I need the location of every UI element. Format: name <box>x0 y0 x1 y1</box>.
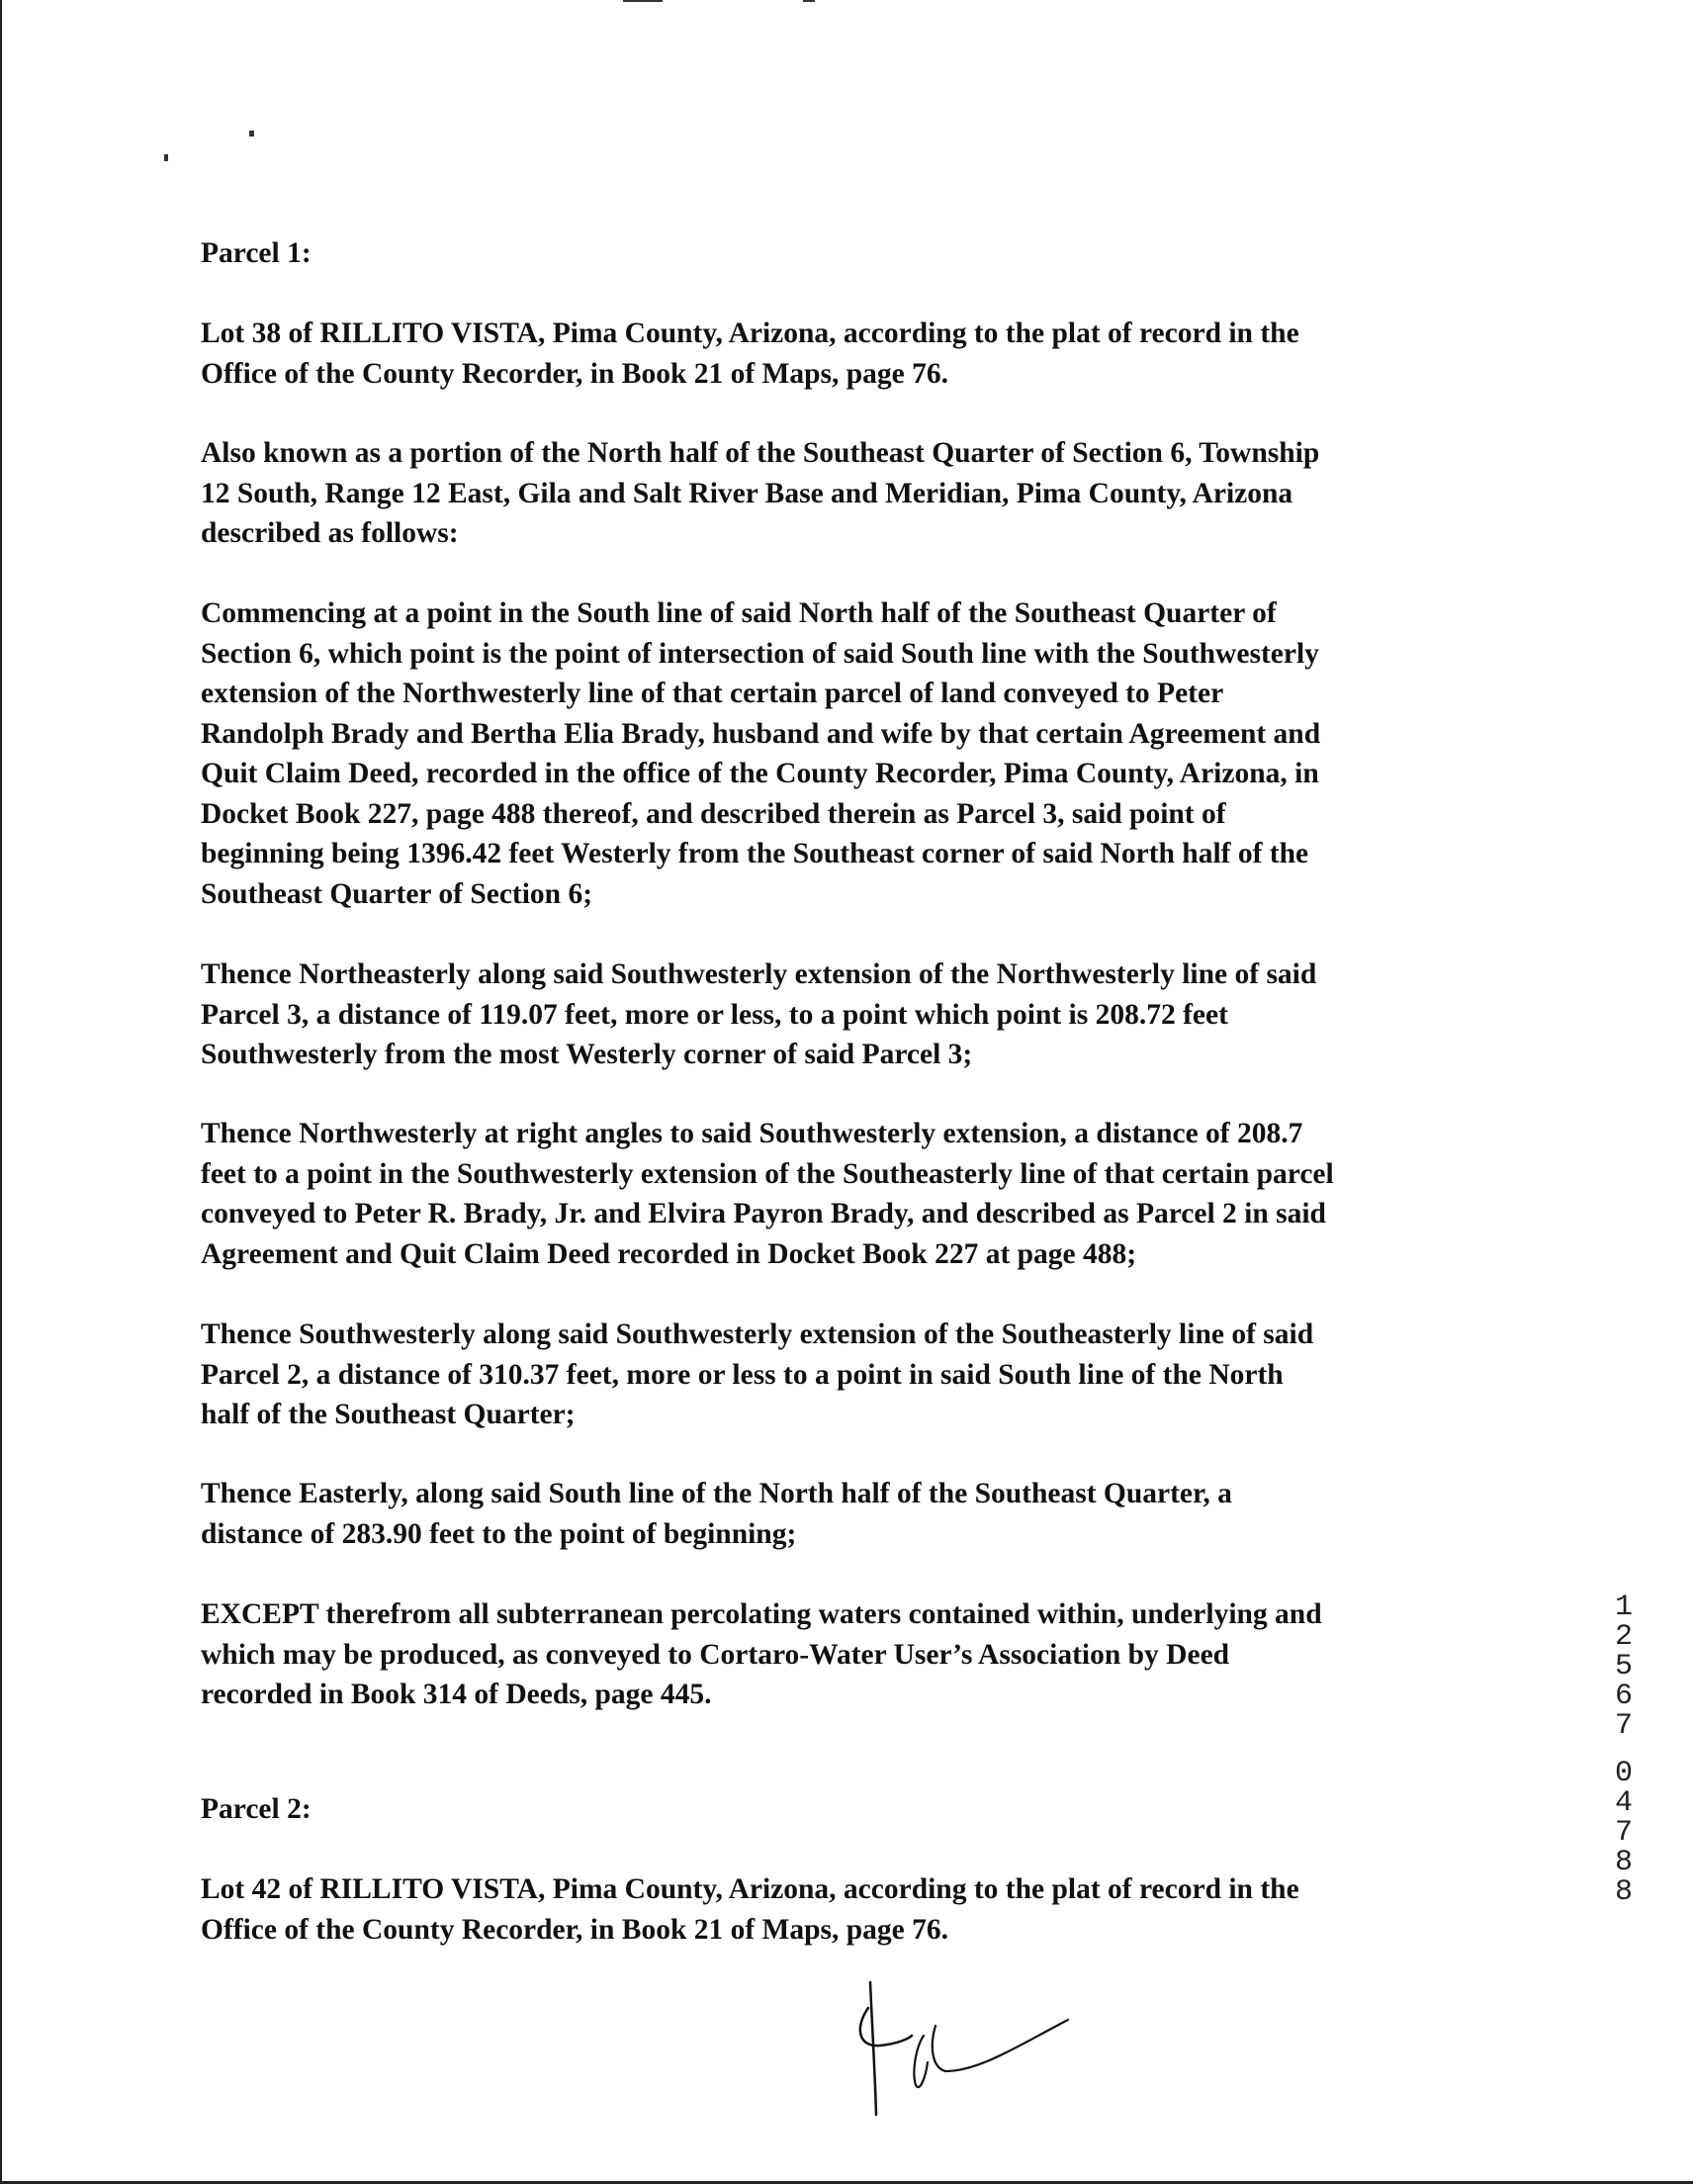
text-line: Lot 42 of RILLITO VISTA, Pima County, Arizona, according to the plat of record in the <box>201 1873 1299 1905</box>
handwritten-initials <box>850 1968 1108 2137</box>
text-line: conveyed to Peter R. Brady, Jr. and Elvira Payron Brady, and described as Parcel 2 in said <box>201 1198 1326 1229</box>
scan-mark <box>164 154 168 161</box>
stamp-digit: 8 <box>1614 1846 1633 1879</box>
text-line: extension of the Northwesterly line of that certain parcel of land conveyed to Peter <box>201 678 1224 709</box>
scan-mark <box>249 131 254 136</box>
text-line: 12 South, Range 12 East, Gila and Salt River Base and Meridian, Pima County, Arizona <box>201 477 1293 509</box>
paragraph-lot-38 <box>201 314 1506 394</box>
stamp-digit: 1 <box>1614 1591 1633 1624</box>
paragraph-thence-northeasterly <box>201 955 1506 1075</box>
text-line: beginning being 1396.42 feet Westerly from the Southeast corner of said North half of the <box>201 838 1309 869</box>
paragraph-thence-easterly <box>201 1474 1506 1554</box>
paragraph-also-known-as <box>201 433 1506 554</box>
stamp-digit: 0 <box>1614 1757 1633 1790</box>
text-line: Section 6, which point is the point of intersection of said South line with the Southwesterly <box>201 637 1319 670</box>
text-line: Docket Book 227, page 488 thereof, and described therein as Parcel 3, said point of <box>201 797 1226 830</box>
recording-stamp-book <box>1607 1592 1641 1741</box>
text-line: Southwesterly from the most Westerly corner of said Parcel 3; <box>201 1039 973 1070</box>
text-line: distance of 283.90 feet to the point of beginning; <box>201 1517 797 1550</box>
text-line: Quit Claim Deed, recorded in the office of the County Recorder, Pima County, Arizona, in <box>201 758 1319 789</box>
text-line: Office of the County Recorder, in Book 21 of Maps, page 76. <box>201 1913 949 1946</box>
text-line: Thence Southwesterly along said Southwesterly extension of the Southeasterly line of said <box>201 1319 1314 1350</box>
text-line: Thence Northeasterly along said Southwesterly extension of the Northwesterly line of said <box>201 958 1317 990</box>
stamp-digit: 7 <box>1614 1816 1633 1850</box>
stamp-digit: 8 <box>1614 1875 1633 1909</box>
stamp-digit: 5 <box>1614 1650 1633 1684</box>
text-line: Lot 38 of RILLITO VISTA, Pima County, Arizona, according to the plat of record in the <box>201 318 1299 349</box>
text-line: Southeast Quarter of Section 6; <box>201 877 593 910</box>
text-line: feet to a point in the Southwesterly extension of the Southeasterly line of that certain parcel <box>201 1157 1334 1190</box>
text-line: Office of the County Recorder, in Book 21 of Maps, page 76. <box>201 357 949 390</box>
text-line: described as follows: <box>201 517 459 549</box>
scan-mark <box>623 0 663 2</box>
paragraph-except <box>201 1594 1506 1715</box>
scan-mark <box>803 0 815 2</box>
stamp-digit: 4 <box>1614 1786 1633 1820</box>
page-left-edge <box>0 0 2 2184</box>
paragraph-commencing <box>201 593 1506 914</box>
paragraph-thence-southwesterly <box>201 1315 1506 1435</box>
parcel-1-heading: Parcel 1: <box>201 237 312 269</box>
text-line: half of the Southeast Quarter; <box>201 1399 576 1430</box>
text-line: Agreement and Quit Claim Deed recorded in Docket Book 227 at page 488; <box>201 1237 1137 1270</box>
paragraph-thence-northwesterly <box>201 1114 1506 1274</box>
text-line: Commencing at a point in the South line of said North half of the Southeast Quarter of <box>201 597 1277 629</box>
recording-stamp <box>1607 1592 1641 1907</box>
text-line: Thence Easterly, along said South line of the North half of the Southeast Quarter, a <box>201 1478 1232 1509</box>
recording-stamp-page <box>1607 1759 1641 1907</box>
parcel-2-heading: Parcel 2: <box>201 1793 312 1825</box>
text-line: Also known as a portion of the North half of the Southeast Quarter of Section 6, Township <box>201 437 1320 469</box>
stamp-digit: 6 <box>1614 1680 1633 1713</box>
text-line: Thence Northwesterly at right angles to said Southwesterly extension, a distance of 208.7 <box>201 1118 1303 1149</box>
text-line: Randolph Brady and Bertha Elia Brady, husband and wife by that certain Agreement and <box>201 717 1321 750</box>
text-line: recorded in Book 314 of Deeds, page 445. <box>201 1679 712 1710</box>
paragraph-lot-42 <box>201 1869 1506 1950</box>
text-line: EXCEPT therefrom all subterranean percolating waters contained within, underlying and <box>201 1598 1322 1630</box>
text-line: Parcel 2, a distance of 310.37 feet, more or less to a point in said South line of the North <box>201 1358 1284 1391</box>
stamp-digit: 2 <box>1614 1620 1633 1654</box>
text-line: which may be produced, as conveyed to Cortaro-Water User’s Association by Deed <box>201 1638 1230 1671</box>
text-line: Parcel 3, a distance of 119.07 feet, more or less, to a point which point is 208.72 feet <box>201 998 1228 1031</box>
stamp-digit: 7 <box>1614 1709 1633 1743</box>
